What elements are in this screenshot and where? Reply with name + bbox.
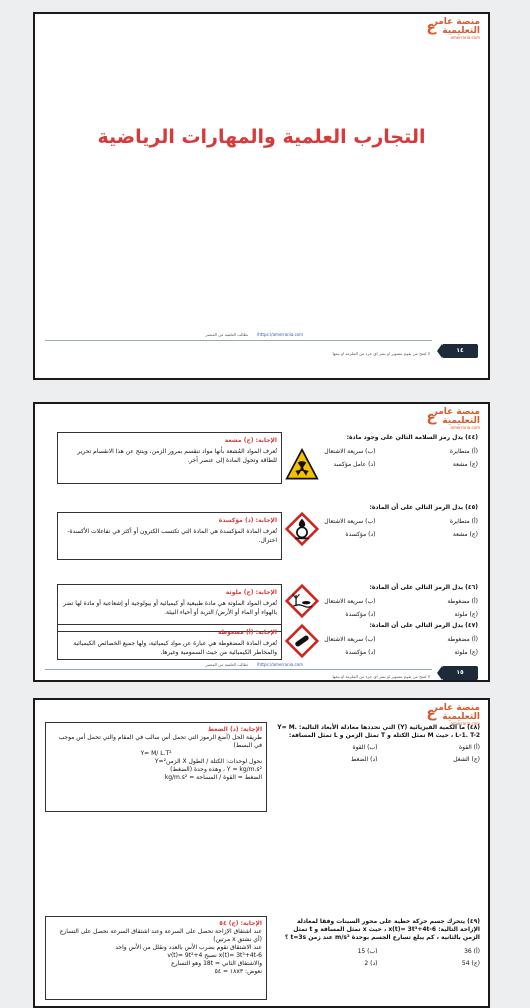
option[interactable]: (ج) ملوثة: [454, 649, 478, 656]
answer-line: عند الاشتقاق نقوم بضرب الأس بالعدد ونقلل من الأس واحد: [115, 944, 262, 951]
environment-icon: [285, 584, 319, 618]
answer-line: عند اشتقاق الإزاحة نحصل على السرعة وعند اشتقاق السرعة نحصل على التسارع (أي نشتق x مرتين): [59, 928, 262, 943]
option[interactable]: (أ) مضغوطة: [447, 598, 478, 605]
answer-line: والاشتقاق الثاني = 18t وهو التسارع: [171, 960, 262, 967]
option[interactable]: (ب) سريعة الاشتعال: [324, 598, 376, 605]
footer-divider: [45, 340, 432, 341]
footer-url[interactable]: https://amerrania.com/: [256, 332, 303, 337]
logo-line2: التعليمية: [442, 26, 480, 36]
answer-line: طريقة الحل (أضع الرموز التي تحمل أس سالب في المقام والتي تحمل أس موجب في البسط): [58, 734, 262, 749]
footer-divider: [45, 669, 432, 670]
brand-logo: [426, 407, 480, 430]
page-number: [442, 666, 478, 680]
page-title: التجارب العلمية والمهارات الرياضية: [97, 126, 426, 148]
answer-heading: الإجابة: (ج) مشعة: [224, 437, 277, 444]
question-49: [275, 918, 480, 968]
radiation-icon: [285, 448, 319, 482]
question-text: (٤٥) يدل الرمز التالي على أن المادة:: [369, 504, 478, 511]
answer-line: نعوض: ١٨x٣ = ٥٤: [214, 968, 262, 975]
brand-logo: [426, 703, 480, 726]
question-text: (٤٧) يدل الرمز التالي على أن المادة:: [369, 622, 478, 629]
oxidizer-icon: [285, 512, 319, 546]
option[interactable]: (د) مؤكسدة: [345, 649, 376, 656]
answer-line: Y= M/ L.T²: [140, 750, 172, 757]
page-15: [33, 402, 490, 682]
question-text: (٤٤) يدل رمز السلامة التالي على وجود مادة:: [346, 434, 478, 441]
option[interactable]: (د) الضغط: [350, 756, 378, 763]
logo-line2: التعليمية: [442, 416, 480, 426]
answer-box-44: [57, 432, 282, 484]
answer-heading: الإجابة: (د) مؤكسدة: [218, 517, 277, 524]
option[interactable]: (د) 2: [364, 960, 378, 967]
question-text: (٤٨) ما الكمية الفيزيائية (Y) التي تحددها معادلة الأبعاد التالية: Y= M. L-1. T-2 ، حيث M تمثل الكتلة و T تمثل الزمن و L تمثل المسافة:: [277, 724, 480, 739]
logo-mark: ع: [426, 409, 436, 425]
page-16: [33, 698, 490, 1008]
answer-heading: الإجابة: (أ) مضغوطة: [217, 629, 277, 636]
footer-note: لا يُمنح من يقوم بتصوير او نشر اي جزء من الملزمة او بيعها: [332, 351, 430, 356]
footer-note: لا يُمنح من يقوم بتصوير او نشر اي جزء من الملزمة او بيعها: [332, 674, 430, 679]
option[interactable]: (ب) سريعة الاشتعال: [324, 518, 376, 525]
answer-line: Y = kg/m.s² ، وهذه وحدة (الضغط): [170, 766, 262, 773]
option[interactable]: (د) عامل مؤكسد: [333, 461, 376, 468]
option[interactable]: (أ) 36: [464, 948, 480, 955]
answer-heading: الإجابة: (د) الضغط: [207, 726, 262, 733]
question-text: (٤٩) يتحرك جسم حركة خطية على محور السينات وفقا لمعادلة الإزاحة التالية: x(t)= 3t³+4t-6 ، حيث x تمثل المسافة و t تمثل الزمن بالثانية ، كم يبلغ تسارع الجسم بوحدة m/s² عند زمن t=3s ؟: [284, 918, 480, 941]
page-14: [33, 12, 490, 380]
answer-body: تُعرف المادة المؤكسدة هي المادة التي تكتسب الكترون أو أكثر في تفاعلات الأكسدة-اختزال.: [67, 528, 277, 544]
gas-cylinder-icon: [285, 624, 319, 658]
option[interactable]: (د) مؤكسدة: [345, 611, 376, 618]
answer-body: تُعرف المادة المضغوطة هي عبارة عن مواد كيميائية، ولها جميع الخصائص الكيميائية والمخاطر الكيميائية من حيث السمومية وغيرها.: [73, 640, 277, 656]
logo-mark: ع: [426, 19, 436, 35]
answer-heading: الإجابة: (ج) ملوثة: [225, 589, 277, 596]
page-number-text: ١٤: [456, 347, 464, 354]
option[interactable]: (ب) سريعة الاشتعال: [324, 448, 376, 455]
option[interactable]: (ج) ملوثة: [454, 611, 478, 618]
logo-line1: منصة عامر: [432, 407, 480, 417]
logo-line1: منصة عامر: [432, 703, 480, 713]
option[interactable]: (ب) 15: [357, 948, 378, 955]
logo-line2: التعليمية: [442, 712, 480, 722]
option[interactable]: (أ) متطايرة: [449, 448, 478, 455]
page-number-text: ١٥: [456, 669, 464, 676]
answer-body: تُعرف المواد الملوثة هي مادة طبيعية أو كيميائية أو بيولوجية أو إشعاعية أو مادة لها تضر بالهواء أو الماء أو الأرض/ التربة أو أحياء البيئة.: [63, 600, 277, 616]
page-number: [442, 344, 478, 358]
option[interactable]: (ج) مشعة: [452, 531, 478, 538]
option[interactable]: (د) مؤكسدة: [345, 531, 376, 538]
answer-box-49: [45, 916, 267, 1000]
logo-url: amerraria.com: [450, 721, 480, 726]
option[interactable]: (ج) مشعة: [452, 461, 478, 468]
option[interactable]: (أ) مضغوطة: [447, 636, 478, 643]
footer-sub: تطالب العلمية من المنصر: [205, 662, 248, 667]
brand-logo: [426, 17, 480, 40]
footer-sub: تطالب العلمية من المنصر: [205, 332, 248, 337]
option[interactable]: (أ) متطايرة: [449, 518, 478, 525]
answer-line: الضغط = القوة / المساحة = kg/m.s²: [164, 774, 262, 781]
option[interactable]: (ب) سريعة الاشتعال: [324, 636, 376, 643]
logo-mark: ع: [426, 705, 436, 721]
footer-url[interactable]: https://amerrania.com/: [256, 662, 303, 667]
logo-line1: منصة عامر: [432, 17, 480, 27]
logo-url: amerraria.com: [450, 425, 480, 430]
answer-box-47: [57, 624, 282, 660]
answer-box-48: [45, 722, 267, 812]
option[interactable]: (ب) القوة: [352, 744, 378, 751]
answer-line: نحول لوحدات: الكتلة / الطول X الزمن²=Y: [154, 758, 262, 765]
option[interactable]: (ج) 54: [461, 960, 480, 967]
answer-heading: الإجابة: (ج) ٥٤: [219, 920, 262, 927]
answer-line: x(t)= 3t³+4t-6 نصبح v(t)= 9t²+4: [167, 952, 262, 959]
logo-url: amerraria.com: [450, 35, 480, 40]
answer-box-45: [57, 512, 282, 560]
answer-body: تُعرف المواد المُشعة بأنها مواد تنقسم بمرور الزمن، وينتج عن هذا الانقسام تحرير للطاقة وتحول المادة إلى عنصر آخر.: [77, 448, 277, 464]
option[interactable]: (أ) القوة: [458, 744, 480, 751]
question-text: (٤٦) يدل الرمز التالي على أن المادة:: [369, 584, 478, 591]
option[interactable]: (ج) الشغل: [453, 756, 480, 763]
